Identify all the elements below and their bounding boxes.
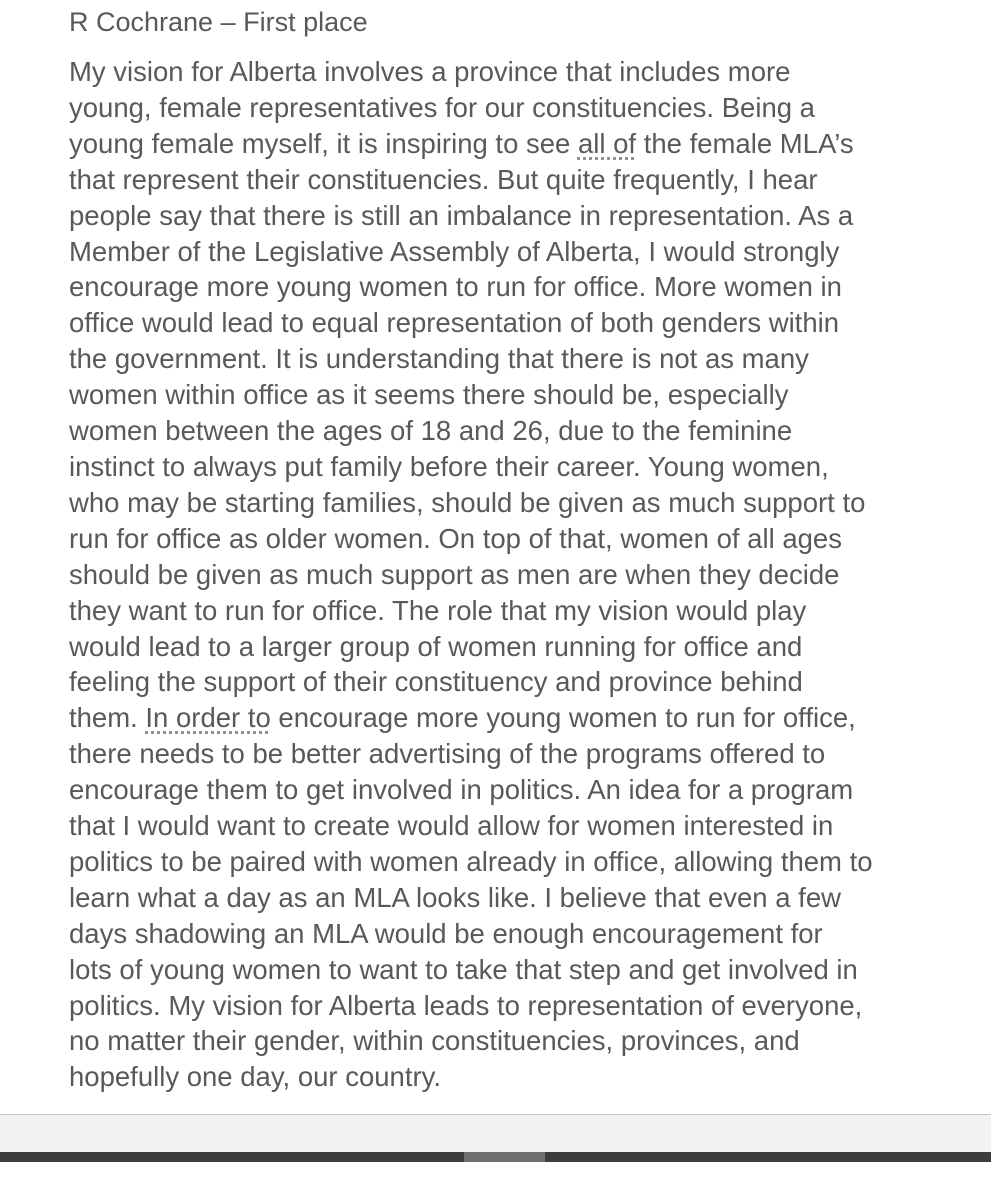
essay-text: learn what a day as an MLA looks like. I believe that even a few bbox=[69, 881, 841, 913]
essay-body bbox=[69, 54, 969, 1095]
essay-text: people say that there is still an imbalance in representation. As a bbox=[69, 199, 854, 231]
essay-text: would lead to a larger group of women running for office and bbox=[69, 630, 803, 662]
essay-line bbox=[69, 162, 969, 198]
page-gap-area bbox=[0, 1115, 991, 1152]
essay-line bbox=[69, 808, 969, 844]
essay-text: instinct to always put family before their career. Young women, bbox=[69, 450, 829, 482]
essay-text: women between the ages of 18 and 26, due to the feminine bbox=[69, 415, 793, 447]
essay-line bbox=[69, 305, 969, 341]
essay-line bbox=[69, 341, 969, 377]
essay-text: women within office as it seems there should be, especially bbox=[69, 379, 789, 411]
horizontal-scrollbar[interactable] bbox=[0, 1152, 991, 1162]
essay-line bbox=[69, 916, 969, 952]
essay-line bbox=[69, 700, 969, 736]
essay-text: there needs to be better advertising of the programs offered to bbox=[69, 738, 826, 770]
essay-text: days shadowing an MLA would be enough encouragement for bbox=[69, 917, 823, 949]
essay-text: Member of the Legislative Assembly of Alberta, I would strongly bbox=[69, 235, 840, 267]
essay-line bbox=[69, 485, 969, 521]
grammar-flagged-phrase[interactable]: In order to bbox=[145, 702, 271, 734]
essay-line bbox=[69, 593, 969, 629]
essay-line bbox=[69, 772, 969, 808]
essay-text: that I would want to create would allow for women interested in bbox=[69, 810, 834, 842]
essay-line bbox=[69, 952, 969, 988]
essay-line bbox=[69, 557, 969, 593]
essay-text: the government. It is understanding that there is not as many bbox=[69, 343, 809, 375]
scrollbar-thumb[interactable] bbox=[464, 1152, 545, 1162]
essay-line bbox=[69, 377, 969, 413]
essay-line bbox=[69, 449, 969, 485]
essay-line bbox=[69, 844, 969, 880]
essay-text: encourage more young women to run for office, bbox=[270, 702, 856, 734]
essay-text: who may be starting families, should be given as much support to bbox=[69, 486, 866, 518]
essay-line bbox=[69, 90, 969, 126]
essay-text: office would lead to equal representation of both genders within bbox=[69, 307, 840, 339]
essay-text: lots of young women to want to take that step and get involved in bbox=[69, 953, 858, 985]
essay-line bbox=[69, 234, 969, 270]
grammar-flagged-phrase[interactable]: all of bbox=[577, 127, 637, 159]
essay-line bbox=[69, 880, 969, 916]
essay-text: politics. My vision for Alberta leads to representation of everyone, bbox=[69, 989, 863, 1021]
essay-text: the female MLA’s bbox=[636, 127, 854, 159]
essay-text: feeling the support of their constituency and province behind bbox=[69, 666, 803, 698]
essay-text: hopefully one day, our country. bbox=[69, 1061, 441, 1093]
essay-line bbox=[69, 988, 969, 1024]
essay-text: that represent their constituencies. But quite frequently, I hear bbox=[69, 163, 818, 195]
essay-text: encourage them to get involved in politics. An idea for a program bbox=[69, 774, 854, 806]
essay-line bbox=[69, 413, 969, 449]
essay-text: they want to run for office. The role that my vision would play bbox=[69, 594, 807, 626]
document-heading: R Cochrane – First place bbox=[69, 7, 368, 37]
essay-text: should be given as much support as men are when they decide bbox=[69, 558, 840, 590]
essay-text: young, female representatives for our constituencies. Being a bbox=[69, 91, 815, 123]
essay-line bbox=[69, 664, 969, 700]
essay-text: young female myself, it is inspiring to see bbox=[69, 127, 578, 159]
essay-line bbox=[69, 736, 969, 772]
essay-line bbox=[69, 126, 969, 162]
essay-line bbox=[69, 1023, 969, 1059]
bottom-area bbox=[0, 1162, 991, 1200]
essay-line bbox=[69, 269, 969, 305]
essay-text: run for office as older women. On top of that, women of all ages bbox=[69, 522, 842, 554]
essay-line bbox=[69, 54, 969, 90]
essay-text: politics to be paired with women already in office, allowing them to bbox=[69, 845, 873, 877]
essay-text: My vision for Alberta involves a province that includes more bbox=[69, 56, 791, 87]
essay-line bbox=[69, 1059, 969, 1095]
essay-line bbox=[69, 198, 969, 234]
essay-text: encourage more young women to run for office. More women in bbox=[69, 271, 842, 303]
essay-text: no matter their gender, within constituencies, provinces, and bbox=[69, 1025, 800, 1057]
essay-line bbox=[69, 629, 969, 665]
essay-line bbox=[69, 521, 969, 557]
essay-text: them. bbox=[69, 702, 146, 734]
